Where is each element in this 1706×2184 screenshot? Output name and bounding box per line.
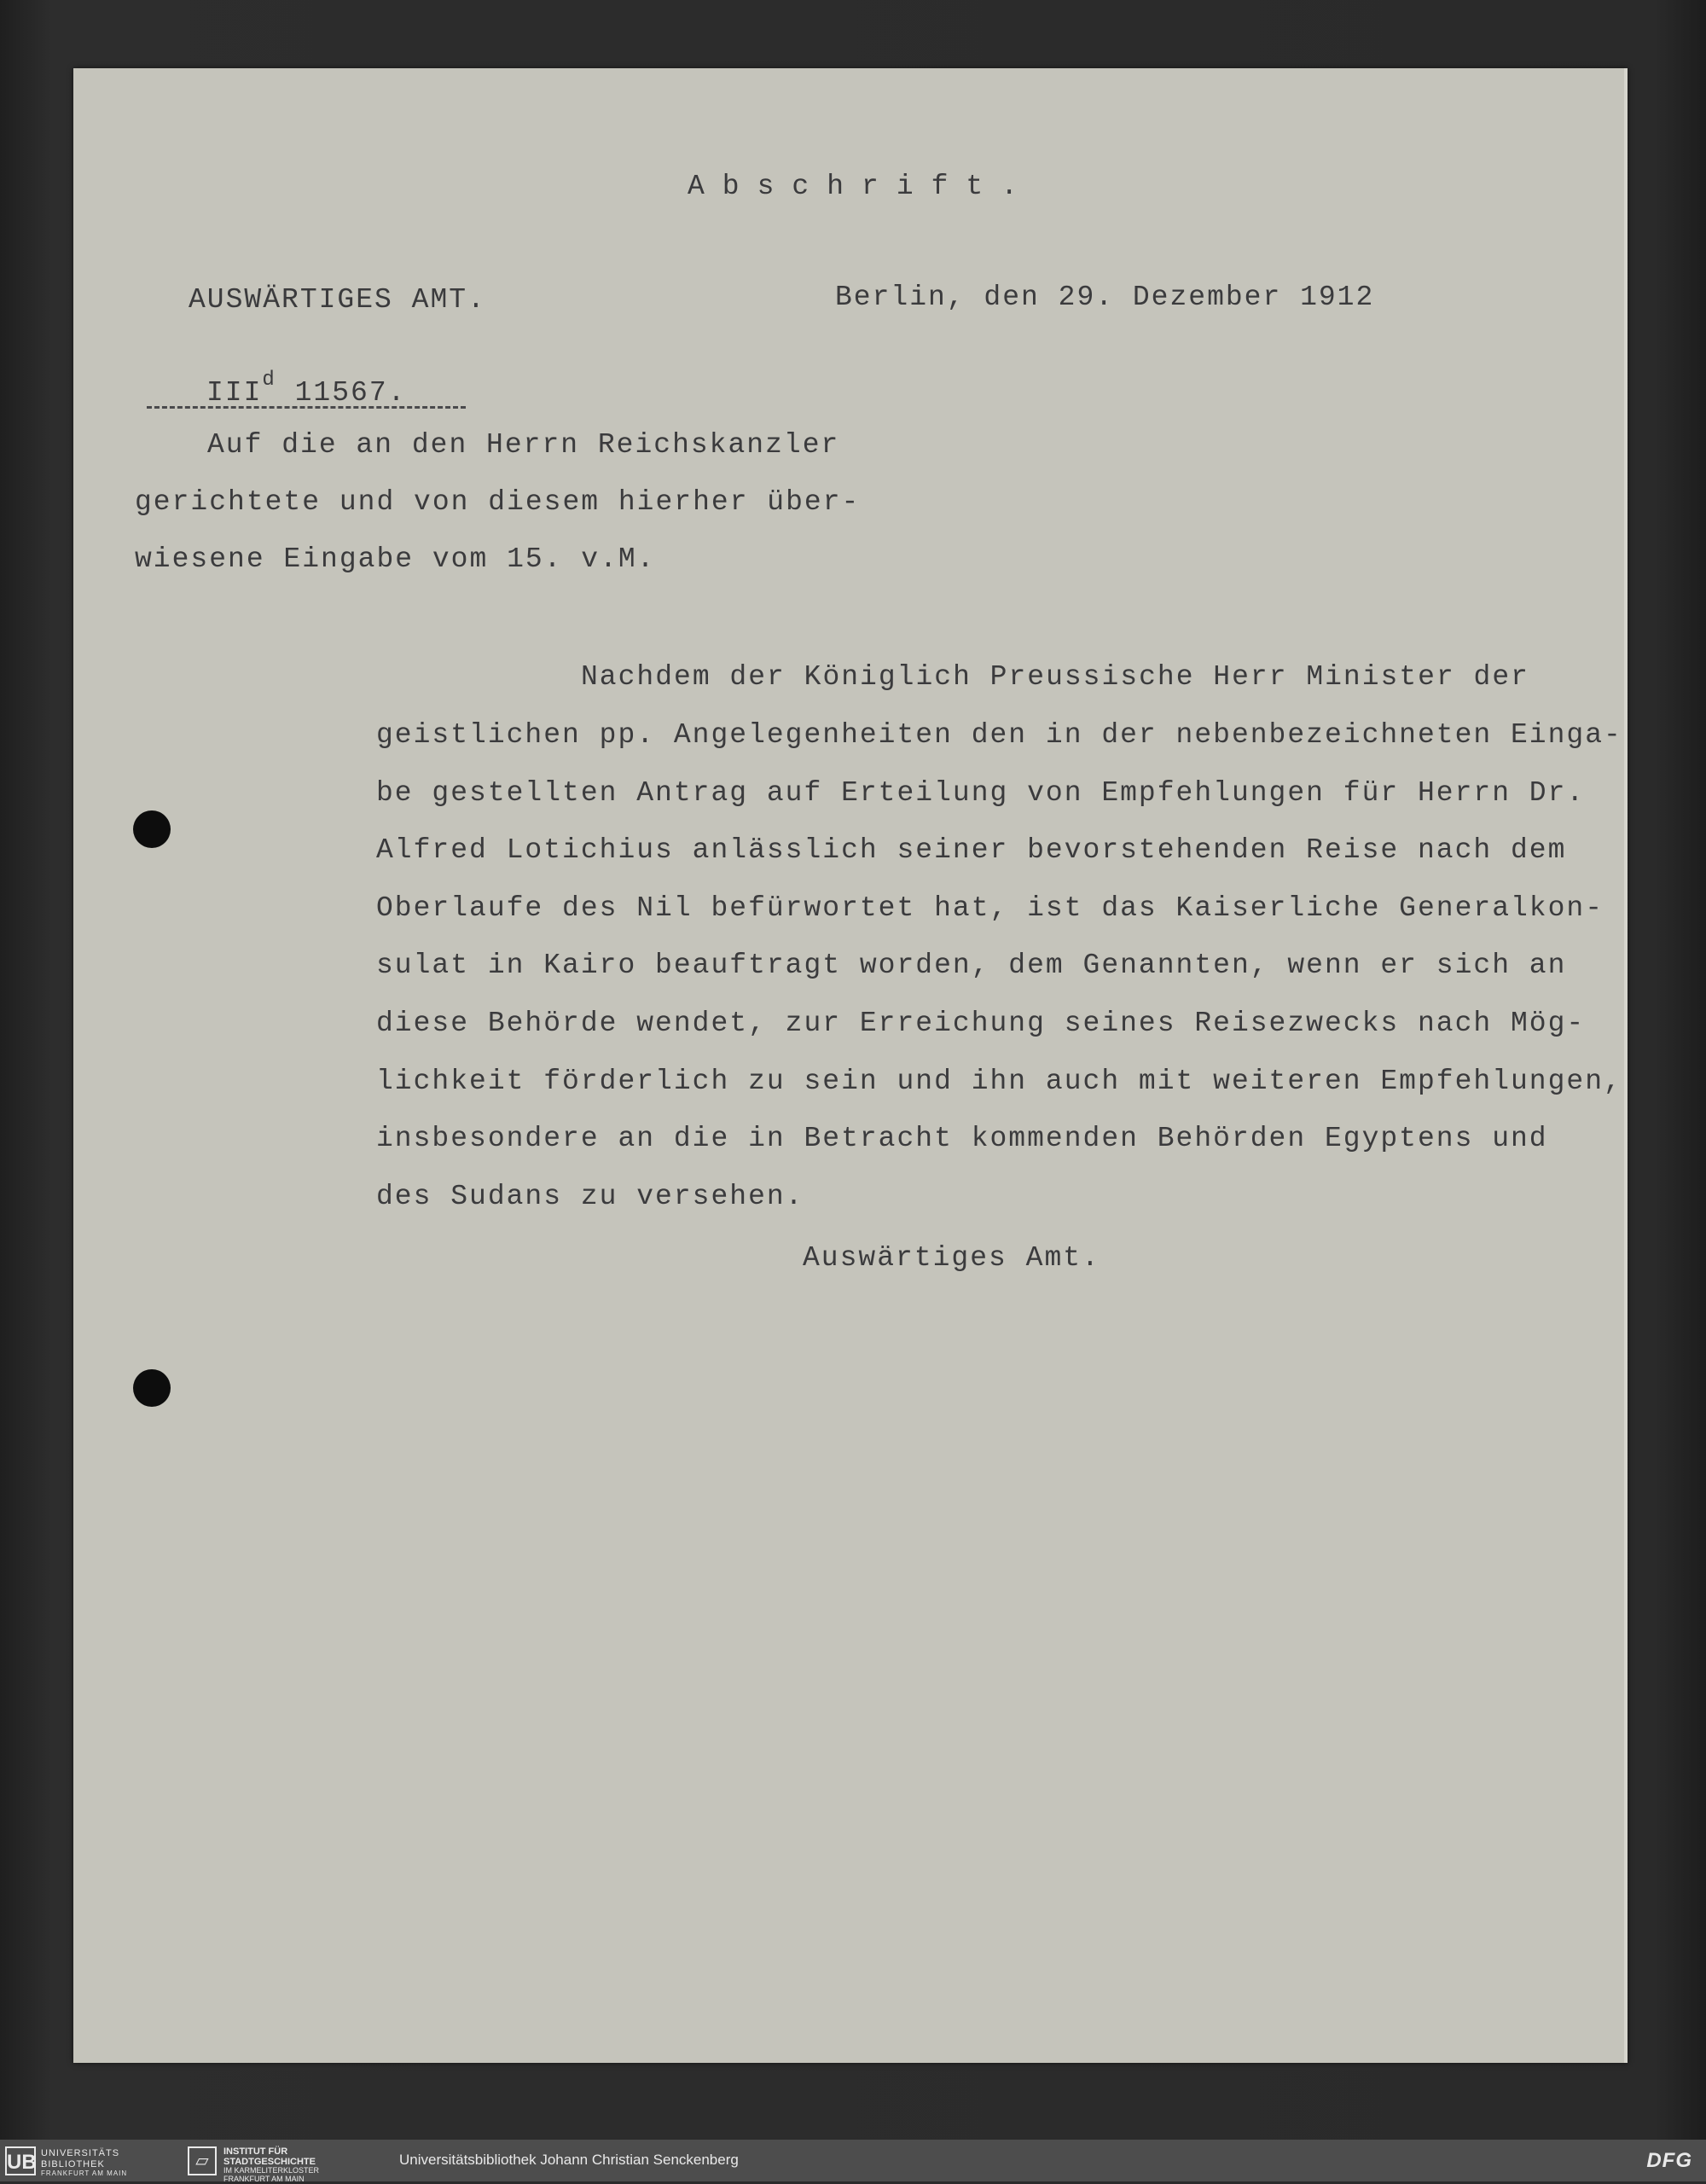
page-edge — [1624, 68, 1628, 2063]
document-title: Abschrift. — [688, 171, 1036, 202]
sender-heading: AUSWÄRTIGES AMT. — [189, 284, 486, 316]
library-credit: Universitätsbibliothek Johann Christian Senckenberg — [399, 2152, 739, 2168]
footer-bar — [0, 2140, 1706, 2184]
ub-logo: UB — [5, 2146, 36, 2175]
dateline: Berlin, den 29. Dezember 1912 — [835, 282, 1375, 313]
body-line: geistlichen pp. Angelegenheiten den in der nebenbezeichneten Einga- — [376, 719, 1622, 751]
isg-logo-text — [223, 2146, 319, 2184]
intro-line: wiesene Eingabe vom 15. v.M. — [135, 543, 656, 575]
isg-text-line: INSTITUT FÜR — [223, 2146, 288, 2157]
closing-signature: Auswärtiges Amt. — [803, 1242, 1100, 1274]
reference-prefix: III — [206, 377, 263, 409]
punch-hole — [133, 1369, 171, 1407]
reference-superscript: d — [262, 369, 276, 392]
ub-text-line: UNIVERSITÄTS — [41, 2148, 120, 2158]
body-line: Alfred Lotichius anlässlich seiner bevorstehenden Reise nach dem — [376, 834, 1567, 866]
document-page — [73, 68, 1628, 2063]
isg-text-line: FRANKFURT AM MAIN — [223, 2175, 305, 2184]
ub-text-line: BIBLIOTHEK — [41, 2158, 105, 2169]
body-line: sulat in Kairo beauftragt worden, dem Genannten, wenn er sich an — [376, 950, 1567, 981]
body-line: Nachdem der Königlich Preussische Herr Minister der — [581, 661, 1529, 693]
intro-line: Auf die an den Herrn Reichskanzler — [207, 429, 840, 461]
isg-text-line: IM KARMELITERKLOSTER — [223, 2166, 320, 2175]
reference-value: 11567. — [276, 377, 407, 409]
body-line: des Sudans zu versehen. — [376, 1181, 804, 1212]
body-line: Oberlaufe des Nil befürwortet hat, ist das Kaiserliche Generalkon- — [376, 892, 1604, 924]
reference-underline — [147, 406, 466, 409]
isg-logo-icon: ▱ — [188, 2146, 217, 2175]
body-line: diese Behörde wendet, zur Erreichung seines Reisezwecks nach Mög- — [376, 1008, 1586, 1039]
punch-hole — [133, 810, 171, 848]
reference-number — [206, 369, 407, 409]
ub-logo-text — [41, 2148, 127, 2177]
body-line: lichkeit förderlich zu sein und ihn auch mit weiteren Empfehlungen, — [376, 1066, 1622, 1097]
body-line: insbesondere an die in Betracht kommenden Behörden Egyptens und — [376, 1123, 1548, 1154]
dfg-logo: DFG — [1646, 2149, 1692, 2172]
body-line: be gestellten Antrag auf Erteilung von Empfehlungen für Herrn Dr. — [376, 777, 1586, 809]
ub-text-line: FRANKFURT AM MAIN — [41, 2169, 128, 2178]
isg-text-line: STADTGESCHICHTE — [223, 2157, 316, 2168]
intro-line: gerichtete und von diesem hierher über- — [135, 486, 861, 518]
